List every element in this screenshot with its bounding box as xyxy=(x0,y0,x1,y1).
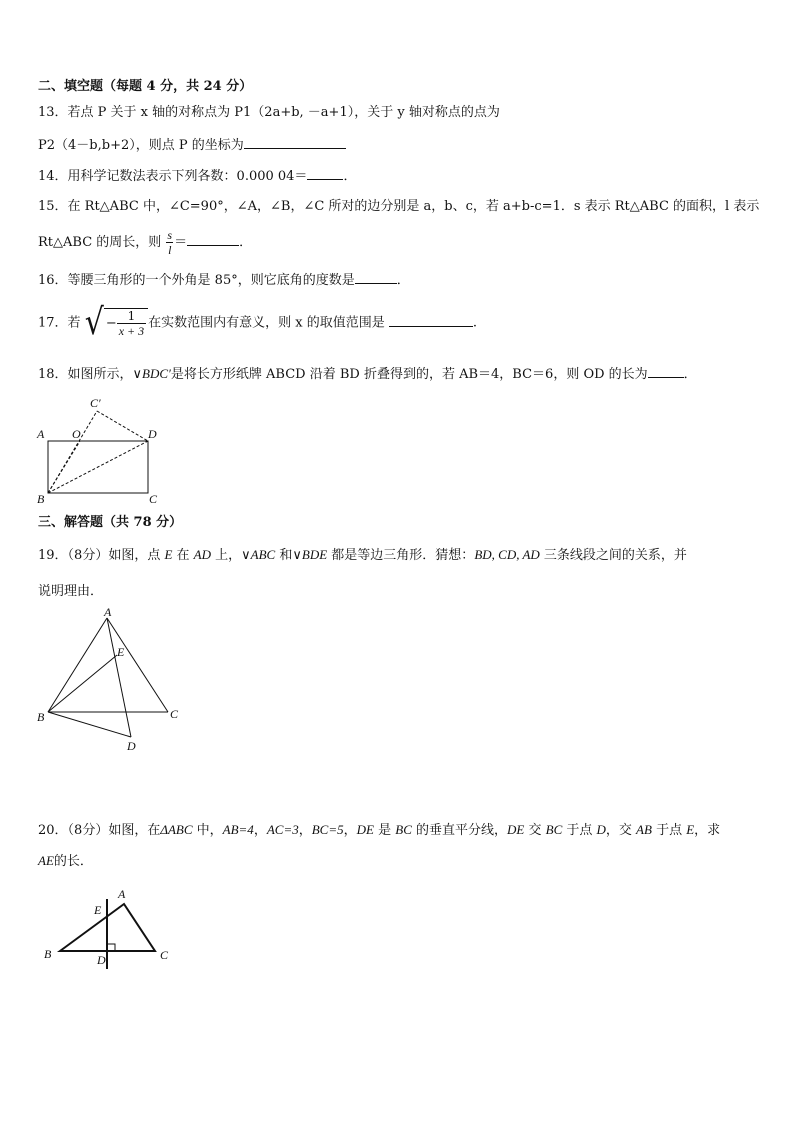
question-18-end: ． xyxy=(683,367,697,382)
label-c: C xyxy=(170,707,179,721)
q20-ae: AE xyxy=(38,853,54,868)
q20-text-4: 的垂直平分线， xyxy=(411,823,508,838)
q19-point-e: E xyxy=(164,547,173,562)
label-a: A xyxy=(104,605,112,619)
q19-text-4: 和 xyxy=(275,548,293,563)
q19-segment-ad: AD xyxy=(193,547,212,562)
question-16-end: ． xyxy=(396,273,410,288)
q20-text-8: 于点 xyxy=(651,823,687,838)
q20-text-9: ，求 xyxy=(694,823,721,838)
q20-bc-3: BC xyxy=(545,822,563,837)
section-2-heading: 二、填空题（每题 4 分，共 24 分） xyxy=(38,79,253,94)
label-b: B xyxy=(37,710,45,724)
label-c: C xyxy=(160,948,169,962)
question-17-end: . xyxy=(472,315,478,331)
q20-point-d: D xyxy=(596,822,606,837)
q19-text-2: 在 xyxy=(172,548,194,563)
fraction-denominator: l xyxy=(168,243,172,257)
q19-segments: BD, CD, AD xyxy=(474,547,540,562)
label-o: O xyxy=(72,427,81,441)
label-e: E xyxy=(117,645,125,659)
q19-text-6: 三条线段之间的关系，并 xyxy=(539,548,687,563)
q20-text-5: 交 xyxy=(524,823,546,838)
question-18-pre: 18．如图所示， xyxy=(38,367,133,382)
fraction-numerator: s xyxy=(167,228,173,242)
label-a: A xyxy=(118,887,126,901)
q19-text-1: 19．（8分）如图，点 xyxy=(38,548,165,563)
label-b: B xyxy=(37,492,45,506)
q20-comma-2: ， xyxy=(298,823,312,838)
q20-de: DE xyxy=(356,822,374,837)
q20-triangle-abc: ΔABC xyxy=(160,822,193,837)
q20-ab: AB=4 xyxy=(222,822,254,837)
section-3-heading: 三、解答题（共 78 分） xyxy=(38,515,183,530)
q20-point-e: E xyxy=(686,822,695,837)
question-17-pre: 17．若 xyxy=(38,315,81,331)
triangle-bdc-prime: ∨BDC′ xyxy=(132,366,171,381)
question-15-line-1: 15．在 Rt△ABC 中，∠C=90°，∠A，∠B，∠C 所对的边分别是 a，b、c，若 a+b-c=1．s 表示 Rt△ABC 的面积，l 表示 xyxy=(38,199,760,214)
q20-comma-3: ， xyxy=(343,823,357,838)
minus-sign: − xyxy=(105,315,117,331)
q20-de-2: DE xyxy=(507,822,525,837)
q19-text-5: 都是等边三角形．猜想： xyxy=(327,548,475,563)
q20-bc: BC=5 xyxy=(311,822,344,837)
q19-triangle-abc: ∨ABC xyxy=(241,547,276,562)
question-18-text: 是将长方形纸牌 ABCD 沿着 BD 折叠得到的，若 AB＝4，BC＝6，则 OD 的长为 xyxy=(170,367,648,382)
question-13-line-1: 13．若点 P 关于 x 轴的对称点为 P1（2a+b, －a+1），关于 y 轴对称点的点为 xyxy=(38,105,500,120)
q20-bc-2: BC xyxy=(395,822,412,837)
q20-text-1: 20．（8分）如图，在 xyxy=(38,823,161,838)
question-15-end: ． xyxy=(239,235,253,250)
q20-comma-1: ， xyxy=(253,823,267,838)
q20-text-end: 的长． xyxy=(53,854,93,869)
q20-text-7: ，交 xyxy=(605,823,637,838)
question-19-line-2: 说明理由． xyxy=(38,584,104,599)
label-d: D xyxy=(97,953,106,967)
label-e: E xyxy=(94,903,102,917)
question-16-text: 16．等腰三角形的一个外角是 85°，则它底角的度数是 xyxy=(38,273,355,288)
question-17-text: 在实数范围内有意义，则 x 的取值范围是 xyxy=(148,315,385,331)
q20-text-6: 于点 xyxy=(562,823,597,838)
q20-text-3: 是 xyxy=(373,823,396,838)
question-15-text: Rt△ABC 的周长，则 xyxy=(38,235,162,250)
question-13-text: P2（4－b,b+2），则点 P 的坐标为 xyxy=(38,138,244,153)
label-c: C xyxy=(149,492,158,506)
radical-sign-icon: √ xyxy=(84,301,104,344)
q20-text-2: 中， xyxy=(192,823,223,838)
q19-text-3: 上， xyxy=(211,548,242,563)
label-a: A xyxy=(37,427,45,441)
label-d: D xyxy=(127,739,136,753)
label-c-prime: C′ xyxy=(90,396,101,410)
fraction-denominator: x + 3 xyxy=(118,324,145,338)
question-14-text: 14．用科学记数法表示下列各数：0.000 04＝ xyxy=(38,169,308,184)
label-b: B xyxy=(44,947,52,961)
label-d: D xyxy=(148,427,157,441)
question-15-equals: ＝ xyxy=(174,235,188,250)
q20-ab-2: AB xyxy=(636,822,652,837)
q20-ac: AC=3 xyxy=(266,822,299,837)
question-14-end: ． xyxy=(343,169,357,184)
fraction-numerator: 1 xyxy=(127,309,136,323)
q19-triangle-bde: ∨BDE xyxy=(292,547,328,562)
